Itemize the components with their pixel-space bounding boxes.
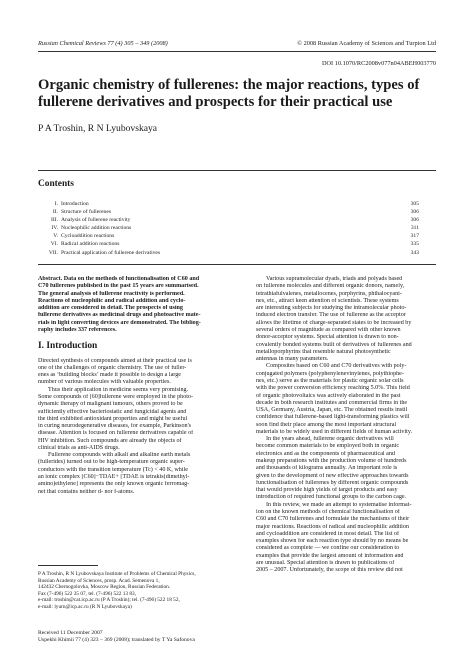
right-paragraph-3 — [256, 436, 438, 502]
right-paragraph-4 — [256, 502, 438, 575]
text-line: nes, etc., attract keen attention of scientists. These systems — [256, 297, 399, 304]
right-column — [256, 276, 438, 575]
text-line: on fullerene molecules and different organic donors, namely, — [256, 283, 405, 290]
text-line: makeup preparations with the production volume of hundreds — [256, 458, 407, 465]
affiliation-line: e-mail: troshin@cat.icp.ac.ru (P A Troshin); tel. (7-496) 522 18 52, — [38, 597, 180, 604]
text-line: are interesting subjects for studying the intramolecular photo- — [256, 305, 407, 312]
section-heading-introduction: I. Introduction — [38, 341, 98, 352]
text-line: conductors with the transition temperature (Tc) < 40 K, while — [38, 466, 188, 473]
text-line: enes as ‘building blocks’ made it possible to design a large — [38, 372, 181, 379]
text-line: USA, Germany, Austria, Japan, etc. The obtained results instil — [256, 407, 408, 414]
right-paragraph-2 — [256, 363, 438, 436]
text-line: disease. Attention is focused on fullerene derivatives capable of — [38, 430, 194, 437]
text-line: electronics and as the components of pharmaceutical and — [256, 450, 395, 457]
translation-note: Uspekhi Khimii 77 (4) 323 – 369 (2008); translated by T Ya Safonova — [38, 636, 195, 643]
intro-paragraph-1 — [38, 358, 232, 387]
toc-row — [38, 208, 419, 216]
text-line: are unusual. Special attention is drawn to publications of — [256, 559, 395, 566]
abstract-line: Abstract. Data on the methods of functionalisation of C60 and — [38, 276, 200, 282]
toc-title: Nucleophilic addition reactions — [61, 225, 132, 232]
text-line: soon find their place among the most important structural — [256, 421, 397, 428]
header-rule — [38, 51, 436, 52]
author-affiliation — [38, 571, 232, 611]
article-authors: P A Troshin, R N Lyubovskaya — [38, 123, 158, 134]
toc-row — [38, 200, 419, 208]
text-line: major reactions. Reactions of radical and nucleophilic addition — [256, 523, 409, 530]
text-line: tetrathiafulvalenes, metallocenes, porphyrins, phthalocyani- — [256, 290, 402, 297]
text-line: amino)ethylene] represents the only known organic ferromag- — [38, 481, 190, 488]
text-line: sufficiently effective bacteriostatic and fungicidal agents and — [38, 408, 187, 415]
text-line: allows the lifetime of charge-separated states to be increased by — [256, 319, 412, 326]
copyright-notice: © 2008 Russian Academy of Sciences and Turpion Ltd — [297, 40, 436, 47]
toc-page: 335 — [410, 241, 419, 248]
article-title: Organic chemistry of fullerenes: the major reactions, types of fullerene derivatives and prospects for their practical use — [38, 77, 420, 111]
toc-title: Cycloaddition reactions — [61, 233, 115, 240]
text-line: C60 and C70 fullerenes and formulate the mechanisms of their — [256, 516, 410, 523]
affiliation-line: Fax (7-496) 522 35 07, tel. (7-496) 522 13 83, — [38, 590, 136, 597]
text-line: the third exhibited antioxidant properties and might be useful — [38, 415, 188, 422]
toc-row — [38, 216, 419, 224]
toc-title: Practical application of fullerene derivatives — [61, 249, 161, 256]
affiliation-line: 142432 Chernogolovka, Moscow Region, Russian Federation. — [38, 584, 171, 591]
running-header — [38, 40, 436, 47]
toc-number: II. — [52, 209, 58, 216]
abstract-line: rials in light converting devices are demonstrated. The bibliog- — [38, 319, 201, 326]
text-line: examples shown for each reaction type should by no means be — [256, 538, 409, 545]
toc-page: 306 — [410, 217, 419, 224]
right-paragraph-1 — [256, 276, 438, 363]
contents-top-rule — [38, 170, 436, 171]
toc-page: 305 — [410, 201, 419, 207]
text-line: considered as complete — we confine our consideration to — [256, 545, 400, 552]
doi: DOI 10.1070/RC2008v077n04ABEH003770 — [321, 60, 436, 67]
intro-paragraph-2 — [38, 387, 232, 453]
footnote-rule — [38, 565, 98, 566]
text-line: conjugated polymers (polyphenylenevinylenes, polythiophe- — [256, 370, 404, 377]
left-column — [38, 276, 232, 496]
toc-page: 311 — [410, 225, 419, 232]
text-line: clinical trials as anti-AIDS drugs. — [38, 444, 120, 451]
text-line: that would provide high yields of target products and easy — [256, 487, 398, 494]
abstract-line: fullerene derivatives as medicinal drugs and photoactive mate- — [38, 312, 201, 319]
text-line: 2005 – 2007. Unfortunately, the scope of this review did not — [256, 567, 403, 574]
abstract-line: The general analysis of fullerene reactivity is performed. — [38, 290, 185, 297]
text-line: confidence that fullerene-based light-transforming plastics will — [256, 414, 410, 421]
toc-title: Structure of fullerenes — [61, 209, 112, 216]
text-line: one of the challenges of organic chemistry. The use of fuller- — [38, 364, 187, 371]
table-of-contents — [38, 200, 419, 257]
affiliation-line: P A Troshin, R N Lyubovskaya Institute of Problems of Chemical Physics, — [38, 571, 196, 577]
text-line: given to the development of new effective approaches towards — [256, 472, 409, 479]
contents-heading: Contents — [38, 179, 74, 189]
toc-page: 343 — [410, 249, 419, 256]
abstract-line: addition are considered in detail. The prospects of using — [38, 305, 183, 312]
text-line: antennas in many parameters. — [256, 356, 329, 363]
text-line: Various supramolecular dyads, triads and polyads based — [266, 276, 403, 282]
text-line: nes, etc.) serve as the materials for plastic organic solar cells — [256, 377, 404, 384]
text-line: decade in both research institutes and commercial firms in the — [256, 399, 408, 406]
text-line: Composites based on C60 and C70 derivatives with poly- — [266, 363, 407, 370]
toc-row — [38, 232, 419, 240]
text-line: several orders of magnitude as compared with other known — [256, 326, 401, 333]
abstract-line: Reactions of nucleophilic and radical addition and cyclo- — [38, 297, 186, 304]
toc-number: V. — [53, 233, 58, 240]
toc-row — [38, 240, 419, 248]
toc-number: III. — [51, 217, 58, 224]
toc-number: VI. — [50, 241, 58, 248]
abstract-line: C70 fullerenes published in the past 15 years are summarised. — [38, 283, 199, 290]
text-line: in curing neurodegenerative diseases, for example, Parkinson's — [38, 423, 192, 430]
text-line: number of various molecules with valuable properties. — [38, 379, 171, 386]
text-line: In the years ahead, fullerene organic derivatives will — [266, 436, 394, 443]
text-line: Fullerene compounds with alkali and alkaline earth metals — [48, 452, 191, 459]
text-line: dynamic therapy of malignant tumours, others proved to be — [38, 401, 183, 408]
abstract — [38, 276, 232, 334]
toc-number: I. — [54, 201, 58, 207]
toc-number: VII. — [48, 249, 58, 256]
contents-bottom-rule — [38, 264, 436, 265]
toc-title: Analysis of fullerene reactivity — [61, 217, 131, 224]
text-line: net that contains neither d- nor f-atoms. — [38, 488, 135, 495]
text-line: an ionic complex [C60]−TDAE+ [TDAE is tetrakis(dimethyl- — [38, 474, 190, 481]
affiliation-line: Russian Academy of Sciences, prosp. Acad. Semenova 1, — [38, 577, 160, 584]
text-line: materials to be widely used in different fields of human activity. — [256, 428, 413, 435]
received-note — [38, 630, 232, 643]
text-line: and thousands of kilograms annually. An important role is — [256, 465, 398, 472]
text-line: induced electron transfer. The use of fullerene as the acceptor — [256, 312, 406, 319]
toc-row — [38, 224, 419, 232]
text-line: metalloporphyrins that resemble natural photosynthetic — [256, 348, 391, 355]
toc-page: 306 — [410, 209, 419, 216]
text-line: Thus their application in medicine seems very promising. — [48, 386, 189, 393]
text-line: introduction of required functional groups to the carbon cage. — [256, 494, 407, 501]
intro-paragraph-3 — [38, 452, 232, 496]
toc-row — [38, 249, 419, 257]
text-line: examples that provide the largest amount of information and — [256, 552, 404, 559]
text-line: In this review, we made an attempt to systematise informat- — [266, 501, 412, 508]
text-line: and cycloaddition are considered in most detail. The list of — [256, 530, 400, 537]
text-line: of organic photovoltaics was actively elaborated in the past — [256, 392, 401, 399]
text-line: covalently bonded systems built of derivatives of fullerenes and — [256, 341, 412, 348]
text-line: become common materials to be employed both in organic — [256, 443, 400, 450]
text-line: with the power conversion efficiency reaching 5.0%. This field — [256, 385, 410, 392]
text-line: Some compounds of [60]fullerene were employed in the photo- — [38, 393, 194, 400]
text-line: ion on the known methods of chemical functionalisation of — [256, 509, 400, 515]
affiliation-line: e-mail: lyurn@icp.ac.ru (R N Lyubovskaya) — [38, 603, 132, 610]
toc-number: IV. — [51, 225, 58, 232]
text-line: (fullerides) turned out to be high-temperature organic super- — [38, 459, 185, 466]
text-line: Directed synthesis of compounds aimed at their practical use is — [38, 357, 192, 364]
text-line: donor-acceptor systems. Special attention is drawn to non- — [256, 334, 399, 341]
toc-page: 317 — [410, 233, 419, 240]
text-line: functionalisation of fullerenes by different organic compounds — [256, 479, 409, 486]
journal-reference: Russian Chemical Reviews 77 (4) 305 – 349 (2008) — [38, 40, 168, 47]
toc-title: Radical addition reactions — [61, 241, 120, 248]
toc-title: Introduction — [61, 201, 89, 207]
received-date: Received 11 December 2007 — [38, 630, 103, 636]
text-line: HIV inhibition. Such compounds are already the objects of — [38, 437, 182, 444]
abstract-line: raphy includes 337 references. — [38, 326, 117, 333]
